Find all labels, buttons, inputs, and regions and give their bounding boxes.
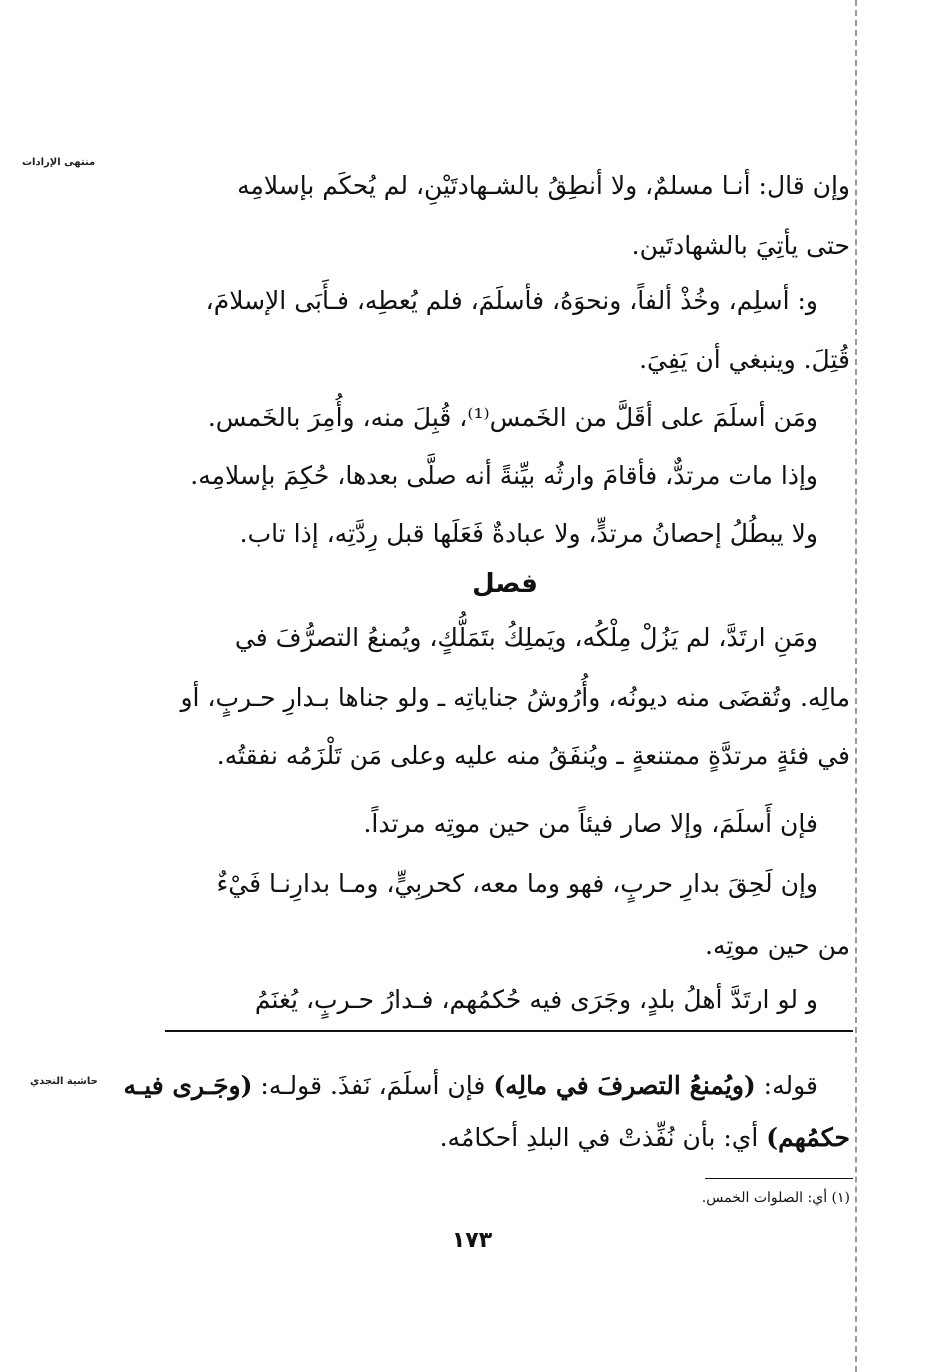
page-cut-edge	[855, 0, 857, 1372]
text-line: حتى يأتِيَ بالشهادتَين.	[631, 231, 850, 260]
main-text-rule	[165, 1030, 853, 1032]
text-line: ومَن أسلَمَ على أقَلَّ من الخَمس⁽¹⁾، قُبِلَ منه، وأُمِرَ بالخَمس.	[207, 403, 818, 432]
margin-commentary-title: حاشية النجدي	[30, 1076, 98, 1087]
text-line: وإن قال: أنـا مسلمٌ، ولا أنطِقُ بالشـهادتَيْنِ، لم يُحكَم بإسلامِه	[237, 171, 850, 200]
text-line: و: أسلِم، وخُذْ ألفاً، ونحوَهُ، فأسلَمَ، فلم يُعطِه، فـأَبَى الإسلامَ،	[205, 286, 818, 315]
commentary-quote: (ويُمنعُ التصرفَ في مالِه)	[493, 1071, 756, 1100]
commentary-text: أي: بأن نُفِّذتْ في البلدِ أحكامُه.	[439, 1123, 767, 1152]
text-line: و لو ارتَدَّ أهلُ بلدٍ، وجَرَى فيه حُكمُهم، فـدارُ حـربٍ، يُغنَمُ	[254, 985, 818, 1014]
commentary-text: فإن أسلَمَ، نَفذَ. قولـه:	[252, 1071, 494, 1100]
page-number: ١٧٣	[451, 1228, 493, 1253]
text-line: وإن لَحِقَ بدارِ حربٍ، فهو وما معه، كحربِيٍّ، ومـا بدارِنـا فَيْءٌ	[216, 869, 818, 898]
footnote-rule	[705, 1178, 853, 1179]
section-title: فصل	[472, 569, 538, 599]
text-line: ولا يبطُلُ إحصانُ مرتدٍّ، ولا عبادةٌ فَعَلَها قبل رِدَّتِه، إذا تاب.	[239, 519, 818, 548]
footnote: (١) أي: الصلوات الخمس.	[701, 1190, 850, 1206]
commentary-quote: حكمُهم)	[766, 1123, 850, 1152]
text-line: قُتِلَ. وينبغي أن يَفِيَ.	[639, 345, 850, 374]
text-line: من حين موتِه.	[705, 931, 850, 960]
commentary-line	[123, 1068, 850, 1104]
commentary-text: قوله:	[755, 1071, 818, 1100]
margin-book-title: منتهى الإرادات	[22, 157, 96, 168]
text-line: في فئةٍ مرتدَّةٍ ممتنعةٍ ـ ويُنفَقُ منه عليه وعلى مَن تَلْزَمُه نفقتُه.	[216, 741, 850, 770]
text-line: مالِه. وتُقضَى منه ديونُه، وأُرُوشُ جناياتِه ـ ولو جناها بـدارِ حـربٍ، أو	[180, 683, 850, 712]
text-line: ومَنِ ارتَدَّ، لم يَزُلْ مِلْكُه، ويَملِكُ بتَمَلُّكٍ، ويُمنعُ التصرُّفَ في	[234, 623, 818, 652]
commentary-quote: (وجَـرى فيـه	[123, 1071, 253, 1100]
text-line: فإن أَسلَمَ، وإلا صار فيئاً من حين موتِه مرتداً.	[363, 809, 818, 838]
text-line: وإذا مات مرتدٌّ، فأقامَ وارثُه بيِّنةً أنه صلَّى بعدها، حُكِمَ بإسلامِه.	[190, 461, 818, 490]
commentary-line	[160, 1120, 850, 1156]
